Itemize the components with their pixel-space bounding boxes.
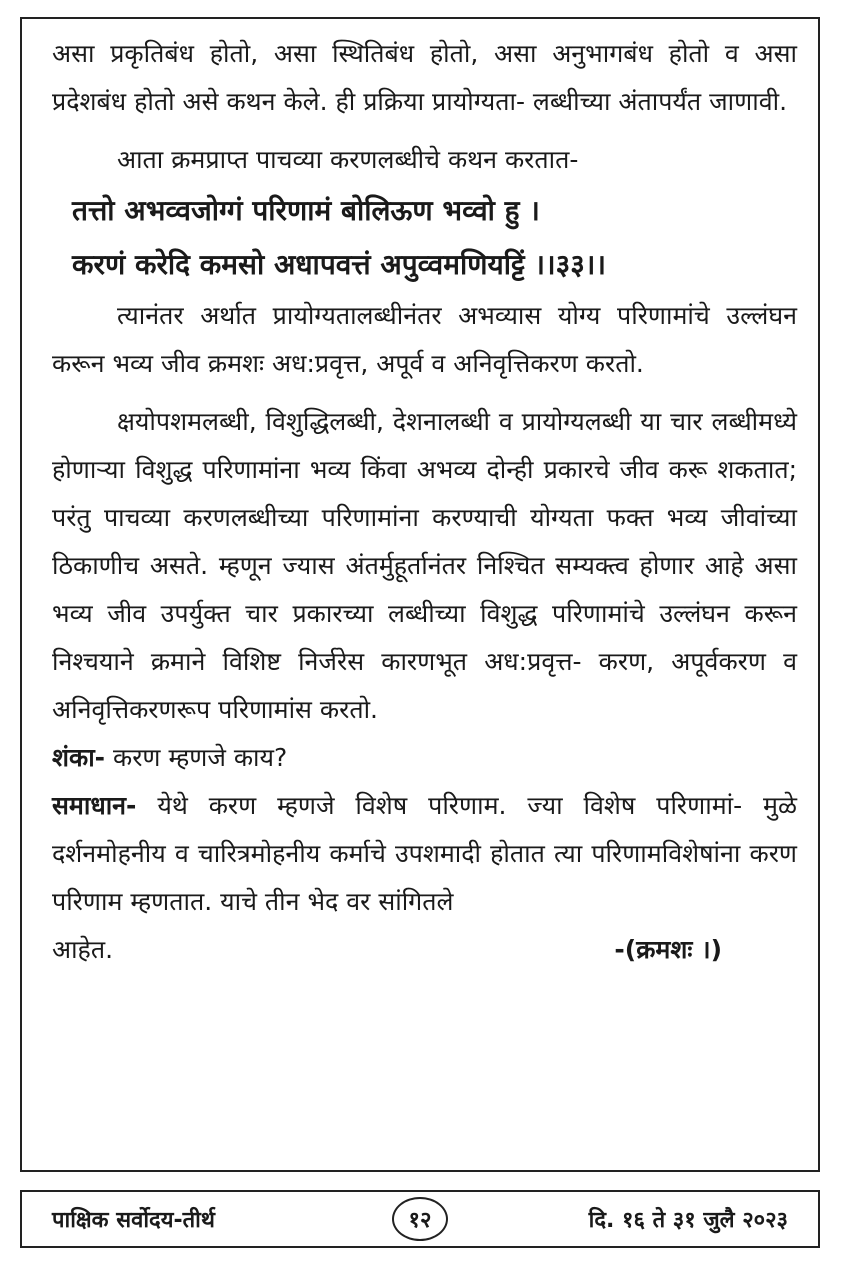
paragraph-4: क्षयोपशमलब्धी, विशुद्धिलब्धी, देशनालब्धी व प्रायोग्यलब्धी या चार लब्धीमध्ये होणाऱ्या विशुद्ध परिणामांना भव्य किंवा अभव्य दोन्ही प्रकारचे जीव करू शकतात; परंतु पाचव्या करणलब्धीच्या परिणामांना करण्याची योग्यता फक्त भव्य जीवांच्या ठिकाणीच असते. म्हणून ज्यास अंतर्मुहूर्तानंतर निश्चित सम्यक्त्व होणार आहे असा भव्य जीव उपर्युक्त चार प्रकारच्या लब्धीच्या विशुद्ध परिणामांचे उल्लंघन करून निश्चयाने क्रमाने विशिष्ट निर्जरेस कारणभूत अध:प्रवृत्त- करण, अपूर्वकरण व अनिवृत्तिकरणरूप परिणामांस करतो. — [52, 407, 797, 724]
issue-date: दि. १६ ते ३१ जुलै २०२३ — [588, 1208, 788, 1233]
paragraph-3: त्यानंतर अर्थात प्रायोग्यतालब्धीनंतर अभव्यास योग्य परिणामांचे उल्लंघन करून भव्य जीव क्रमशः अध:प्रवृत्त, अपूर्व व अनिवृत्तिकरण करतो. — [52, 301, 797, 378]
question-text: करण म्हणजे काय? — [105, 743, 288, 772]
paragraph-2: आता क्रमप्राप्त पाचव्या करणलब्धीचे कथन करतात- — [117, 145, 579, 174]
answer-text: येथे करण म्हणजे विशेष परिणाम. ज्या विशेष परिणामां- मुळे दर्शनमोहनीय व चारित्रमोहनीय कर्माचे उपशमादी होतात त्या परिणामविशेषांना करण परिणाम म्हणतात. याचे तीन भेद वर सांगितले — [52, 791, 797, 916]
verse-line-1: तत्तो अभव्वजोग्गं परिणामं बोलिऊण भव्वो हु । — [72, 194, 540, 227]
question — [52, 734, 797, 782]
answer-label: समाधान- — [52, 791, 137, 820]
last-word: आहेत. — [52, 935, 114, 964]
publication-name: पाक्षिक सर्वोदय-तीर्थ — [52, 1208, 215, 1233]
verse-line-2: करणं करेदि कमसो अधापवत्तं अपुव्वमणियट्टिं ।।३३।। — [72, 248, 606, 281]
continued-marker: -(क्रमशः ।) — [614, 935, 722, 964]
article-body — [52, 30, 797, 974]
question-label: शंका- — [52, 743, 106, 772]
closing-line — [52, 926, 797, 974]
page-number: १२ — [392, 1197, 448, 1241]
answer — [52, 782, 797, 926]
page-footer — [20, 1190, 820, 1248]
paragraph-1: असा प्रकृतिबंध होतो, असा स्थितिबंध होतो, असा अनुभागबंध होतो व असा प्रदेशबंध होतो असे कथन केले. ही प्रक्रिया प्रायोग्यता- लब्धीच्या अंतापर्यंत जाणावी. — [52, 39, 797, 116]
